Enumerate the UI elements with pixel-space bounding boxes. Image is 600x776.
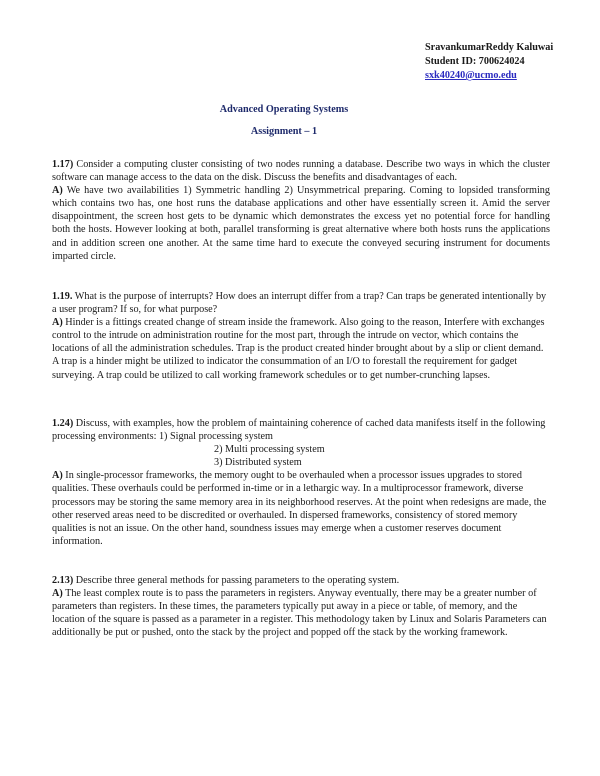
question-number: 1.19. <box>52 291 73 302</box>
question-number: 1.17) <box>52 159 74 170</box>
answer-label: A) <box>52 185 63 197</box>
answer-label: A) <box>52 470 63 482</box>
question-text: 1.17) Consider a computing cluster consisting of two nodes running a database. Describe two ways in which the cluster software can manage access to the data on the disk. Discuss the benefits and disadvantages of each. <box>52 159 550 184</box>
question-text: 1.19. What is the purpose of interrupts? How does an interrupt differ from a trap? Can traps be generated intentionally by a user program? If so, for what purpose? <box>52 291 547 316</box>
question-block <box>52 417 550 548</box>
question-block <box>52 158 550 263</box>
student-id: Student ID: 700624024 <box>425 56 525 67</box>
author-header <box>425 41 553 83</box>
answer-label: A) <box>52 588 63 600</box>
answer-text: A) Hinder is a fittings created change of stream inside the framework. Also going to the reason, Interfere with exchanges control to the intrude on administration routine for the most part, through the intrude on vector, which contains the locations of all the administration schedules. Trap is the product created hinder brought about by a slip or client demand. A trap is a hinder might be utilized to indicator the consummation of an I/O to forestall the requirement for gadget surveying. A trap could be utilized to call working framework schedules or to get number-crunching lapses. <box>52 317 545 381</box>
sub-item: 3) Distributed system <box>214 457 302 469</box>
question-block <box>52 574 550 639</box>
question-text: 1.24) Discuss, with examples, how the problem of maintaining coherence of cached data manifests itself in the following processing environments: 1) Signal processing system <box>52 418 546 443</box>
assignment-title: Assignment – 1 <box>250 126 318 137</box>
answer-text: A) In single-processor frameworks, the memory ought to be overhauled when a processor issues upgrades to stored qualities. These overhauls could be performed in-time or in a lethargic way. In a multiprocessor framework, diverse processors may be storing the same memory area in its neighborhood reserves. At the point when redesigns are made, the other reserved areas need to be discredited or overhauled. In dispersed frameworks, consistency of stored memory qualities is not an issue. On the other hand, soundness issues may emerge when a customer reserves document information. <box>52 470 547 547</box>
author-name: SravankumarReddy Kaluwai <box>425 42 554 53</box>
question-number: 2.13) <box>52 575 74 586</box>
answer-text: A) The least complex route is to pass the parameters in registers. Anyway eventually, there may be a greater number of parameters than registers. In these times, the parameters typically put away in a piece or table, of memory, and the location of the square is passed as a parameter in a register. This methodology taken by Linux and Solaris Parameters can additionally be put or pushed, onto the stack by the project and popped off the stack by the working framework. <box>52 588 547 639</box>
answer-label: A) <box>52 317 63 329</box>
email-link[interactable]: sxk40240@ucmo.edu <box>425 70 517 81</box>
answer-text: A) We have two availabilities 1) Symmetric handling 2) Unsymmetrical preparing. Coming to lopsided transforming which contains two has, one host runs the database applications and other have essentially screen it. Amid the server disappointment, the screen host gets to be dynamic which demonstrates the excess yet no potential force for handling both the hosts. However looking at both, parallel transforming is great alternative where both hosts runs the applications and in addition screen one another. At the same time hard to execute the conveyed securing instrument for documents imparted circle. <box>52 185 550 262</box>
sub-item: 2) Multi processing system <box>214 444 325 456</box>
question-number: 1.24) <box>52 418 74 429</box>
question-text: 2.13) Describe three general methods for passing parameters to the operating system. <box>52 575 400 586</box>
course-title: Advanced Operating Systems <box>219 104 349 115</box>
question-block <box>52 290 550 382</box>
